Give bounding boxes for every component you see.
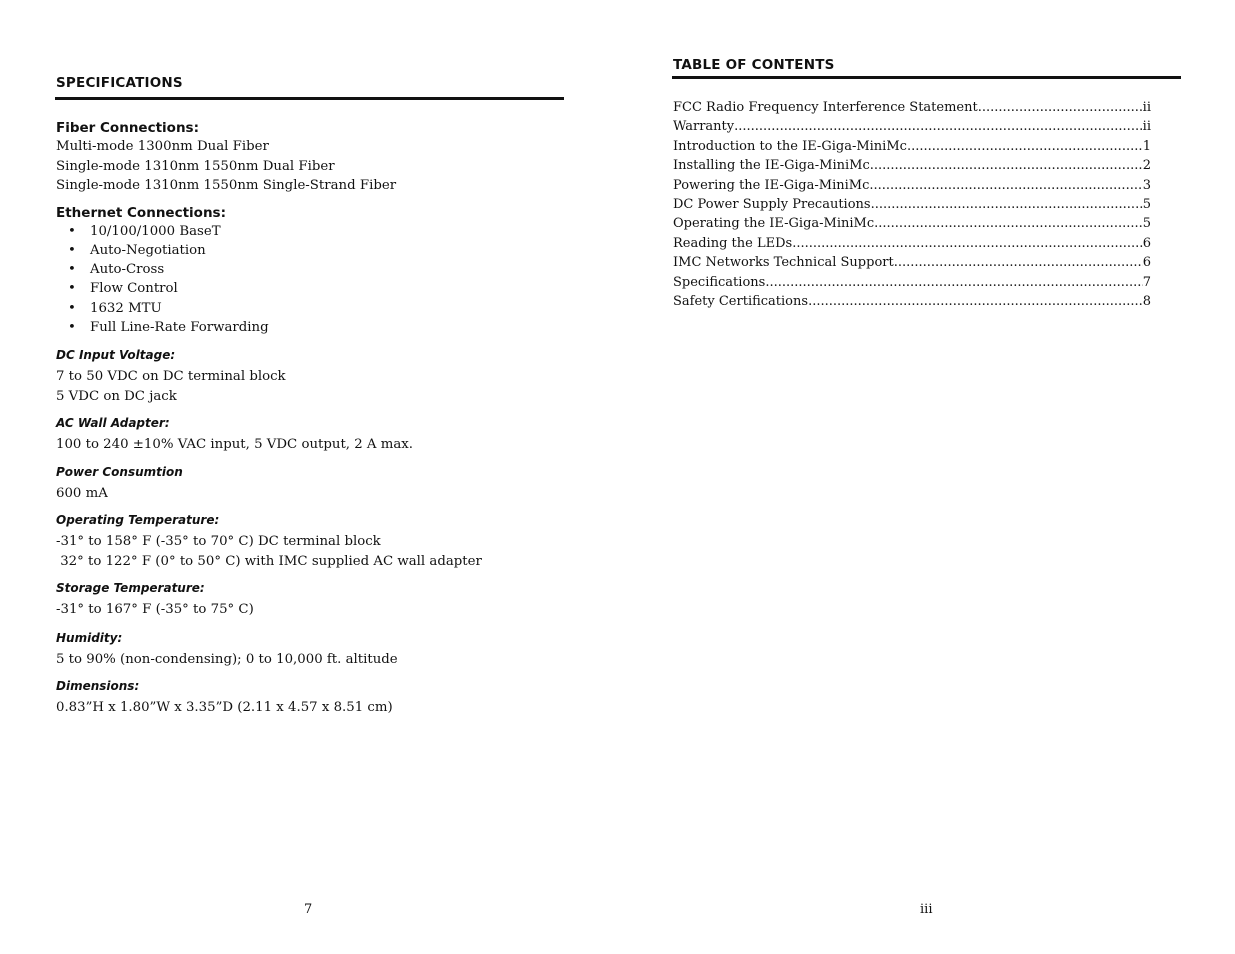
list-item: • Auto-Cross [56, 260, 576, 279]
toc-leader [870, 156, 1143, 175]
toc-leader [808, 292, 1143, 311]
specifications-heading: SPECIFICATIONS [56, 75, 183, 91]
toc-entry-page: 1 [1142, 138, 1151, 154]
operating-temperature-title: Operating Temperature: [56, 513, 220, 528]
spec-line: -31° to 167° F (-35° to 75° C) [56, 602, 254, 618]
specifications-content [56, 119, 576, 718]
dc-input-title: DC Input Voltage: [56, 348, 176, 363]
spec-line: 5 to 90% (non-condensing); 0 to 10,000 ft. altitude [56, 651, 398, 667]
toc-entry[interactable] [673, 195, 1151, 214]
toc-entry-page: 3 [1142, 177, 1151, 193]
ethernet-connections-title: Ethernet Connections: [56, 204, 226, 221]
toc-leader [894, 253, 1143, 272]
toc-entry-title: Operating the IE-Giga-MiniMc [673, 216, 875, 232]
humidity-title: Humidity: [56, 630, 123, 645]
toc-leader [907, 137, 1143, 156]
toc-leader [734, 117, 1143, 136]
toc-entry-page: 6 [1142, 255, 1151, 271]
list-item: • Full Line-Rate Forwarding [56, 318, 576, 337]
spec-line: Multi-mode 1300nm Dual Fiber [56, 139, 269, 154]
toc-entry-page: 6 [1142, 235, 1151, 251]
toc-heading: TABLE OF CONTENTS [673, 57, 835, 73]
toc-entry-title: IMC Networks Technical Support [673, 255, 894, 271]
storage-temperature-title: Storage Temperature: [56, 581, 205, 596]
toc-entry-title: Specifications [673, 274, 766, 290]
toc-entry-page: ii [1142, 100, 1151, 115]
ethernet-features-list [56, 222, 576, 338]
spec-line: -31° to 158° F (-35° to 70° C) DC terminal block [56, 534, 381, 550]
toc-entry-page: 2 [1142, 158, 1151, 174]
dimensions-section [56, 677, 576, 718]
spec-line: 7 to 50 VDC on DC terminal block [56, 369, 286, 385]
ethernet-connections-section [56, 204, 576, 338]
heading-rule [672, 76, 1181, 79]
toc-leader [869, 176, 1142, 195]
toc-entry[interactable] [673, 292, 1151, 311]
spec-line: 100 to 240 ±10% VAC input, 5 VDC output, 2 A max. [56, 437, 414, 453]
spec-line: Single-mode 1310nm 1550nm Single-Strand Fiber [56, 178, 397, 193]
toc-entry-page: 7 [1142, 274, 1151, 290]
toc-entry[interactable] [673, 156, 1151, 175]
toc-entry[interactable] [673, 253, 1151, 272]
toc-entry-title: Warranty [673, 119, 735, 135]
ac-adapter-title: AC Wall Adapter: [56, 416, 170, 431]
toc-leader [765, 273, 1142, 292]
toc-entry-title: Powering the IE-Giga-MiniMc [673, 177, 870, 193]
table-of-contents-page [617, 0, 1235, 954]
dimensions-title: Dimensions: [56, 679, 140, 694]
toc-entry-title: DC Power Supply Precautions [673, 196, 871, 212]
spec-line: 5 VDC on DC jack [56, 388, 177, 404]
toc-leader [978, 98, 1143, 117]
toc-entry[interactable] [673, 214, 1151, 233]
power-consumption-section [56, 463, 576, 504]
toc-list [673, 98, 1151, 311]
storage-temperature-section [56, 579, 576, 620]
spec-line: Single-mode 1310nm 1550nm Dual Fiber [56, 158, 335, 174]
toc-leader [874, 214, 1143, 233]
toc-entry-title: Safety Certifications [673, 293, 809, 309]
toc-entry[interactable] [673, 273, 1151, 292]
toc-entry[interactable] [673, 176, 1151, 195]
toc-entry-page: 5 [1142, 196, 1151, 212]
toc-entry-title: Introduction to the IE-Giga-MiniMc [673, 138, 907, 154]
heading-rule [55, 97, 564, 100]
list-item: • Auto-Negotiation [56, 241, 576, 260]
toc-entry-title: FCC Radio Frequency Interference Statement [673, 100, 978, 115]
spec-line: 0.83”H x 1.80”W x 3.35”D (2.11 x 4.57 x 8.51 cm) [56, 700, 393, 716]
toc-leader [871, 195, 1143, 214]
toc-entry-title: Installing the IE-Giga-MiniMc [673, 158, 870, 174]
fiber-connections-title: Fiber Connections: [56, 120, 199, 136]
toc-entry-title: Reading the LEDs [673, 235, 793, 251]
fiber-connections-section [56, 119, 576, 196]
toc-entry-page: 5 [1142, 216, 1151, 232]
toc-entry[interactable] [673, 98, 1151, 117]
spec-line: 32° to 122° F (0° to 50° C) with IMC supplied AC wall adapter [56, 553, 482, 569]
page-number: iii [920, 902, 933, 917]
toc-entry[interactable] [673, 117, 1151, 136]
spec-line: 600 mA [56, 485, 108, 501]
ac-adapter-section [56, 414, 576, 455]
toc-entry-page: 8 [1142, 293, 1151, 309]
toc-entry-page: ii [1142, 119, 1151, 135]
toc-entry[interactable] [673, 137, 1151, 156]
list-item: • Flow Control [56, 279, 576, 298]
dc-input-section [56, 346, 576, 406]
page-number: 7 [304, 902, 313, 917]
specifications-page [0, 0, 617, 954]
power-consumption-title: Power Consumtion [56, 464, 183, 479]
operating-temperature-section [56, 511, 576, 571]
humidity-section [56, 629, 576, 670]
toc-entry[interactable] [673, 234, 1151, 253]
list-item: • 1632 MTU [56, 299, 576, 318]
toc-leader [792, 234, 1143, 253]
list-item: • 10/100/1000 BaseT [56, 222, 576, 241]
